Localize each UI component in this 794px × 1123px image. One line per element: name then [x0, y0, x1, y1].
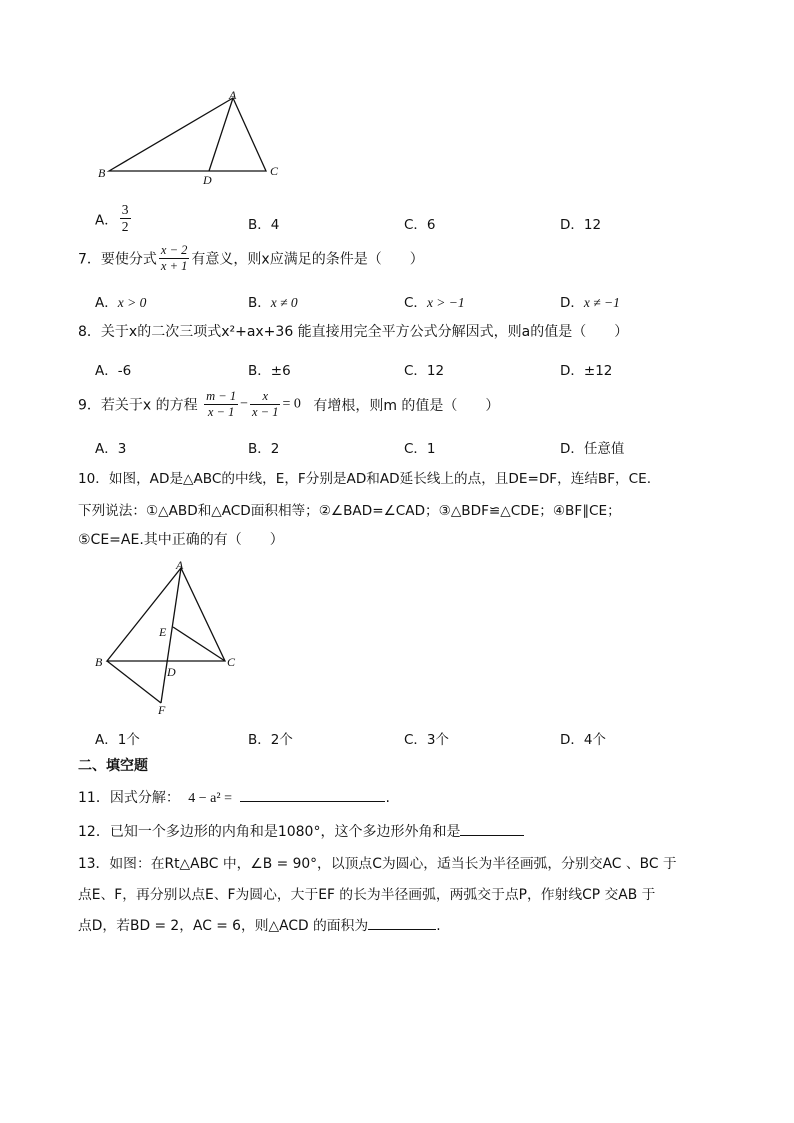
q6-a-numerator: 3: [120, 203, 131, 219]
q9-f2-denominator: x − 1: [251, 405, 279, 420]
q7-option-a-label: A．: [95, 295, 118, 311]
segment-ad-1: [209, 98, 233, 171]
fig2-label-e: E: [159, 625, 167, 639]
fig2-label-b: B: [95, 655, 103, 669]
q6-option-a: [95, 203, 133, 234]
q7-option-d-math: x ≠ −1: [583, 295, 620, 310]
q7-option-c-math: x > −1: [426, 295, 465, 310]
fig2-label-c: C: [227, 655, 236, 669]
q9-prefix: 9．若关于x 的方程: [78, 397, 198, 414]
q7-option-c-label: C．: [404, 295, 427, 311]
q9-option-d: D．任意值: [560, 441, 625, 457]
question-13-line-3: [78, 914, 441, 934]
q6-option-a-fraction: [120, 203, 131, 234]
question-13-line-1: 13．如图：在Rt△ABC 中，∠B = 90°，以顶点C为圆心，适当长为半径画弧，分别交AC 、BC 于: [78, 856, 677, 872]
triangle-figure-2: [95, 560, 255, 720]
q9-f1-numerator: m − 1: [204, 390, 238, 405]
question-10-line-3: ⑤CE=AE.其中正确的有（ ）: [78, 532, 284, 548]
fig1-label-b: B: [98, 166, 106, 180]
q9-fraction-2: [250, 390, 280, 419]
q12-text: 12．已知一个多边形的内角和是1080°，这个多边形外角和是: [78, 824, 461, 840]
question-8: 8．关于x的二次三项式x²+ax+36 能直接用完全平方公式分解因式，则a的值是（ ）: [78, 324, 629, 340]
q7-option-d-label: D．: [560, 295, 584, 311]
q9-option-a: A．3: [95, 441, 127, 457]
q9-fraction-1: [204, 390, 238, 419]
q9-f1-denominator: x − 1: [207, 405, 235, 420]
triangle-figure-1: [90, 86, 300, 191]
q7-suffix: 有意义，则x应满足的条件是（ ）: [191, 251, 424, 268]
q7-option-a: [95, 291, 146, 311]
q9-suffix: 有增根，则m 的值是（ ）: [313, 397, 500, 414]
q7-option-d: [560, 291, 620, 311]
question-12: [78, 821, 524, 841]
q6-option-c: C．6: [404, 217, 436, 233]
section-2-title: 二、填空题: [78, 758, 148, 774]
q7-option-a-math: x > 0: [117, 295, 147, 310]
q10-option-b: B．2个: [248, 732, 293, 748]
q7-denominator: x + 1: [160, 259, 188, 274]
q7-prefix: 7．要使分式: [78, 251, 157, 268]
q9-f2-numerator: x: [250, 390, 280, 405]
fig1-label-d: D: [203, 173, 212, 187]
q13-line-3-text: 点D，若BD = 2，AC = 6，则△ACD 的面积为: [78, 918, 369, 934]
fig2-label-a: A: [176, 558, 184, 572]
q8-option-d: D．±12: [560, 363, 613, 379]
triangle-abc-2: [107, 568, 225, 661]
fig1-label-c: C: [270, 164, 279, 178]
q9-option-c: C．1: [404, 441, 436, 457]
question-7: [78, 244, 424, 273]
q6-a-denominator: 2: [121, 219, 129, 235]
fig1-label-a: A: [229, 88, 237, 102]
q8-option-a: A．-6: [95, 363, 132, 379]
question-10-line-2: 下列说法：①△ABD和△ACD面积相等；②∠BAD=∠CAD；③△BDF≌△CDE；④BF∥CE；: [78, 503, 621, 519]
q6-option-b: B．4: [248, 217, 280, 233]
q6-option-a-label: A．: [95, 212, 118, 229]
q10-option-d: D．4个: [560, 732, 606, 748]
q7-option-b-math: x ≠ 0: [270, 295, 298, 310]
question-11: [78, 787, 390, 807]
q7-numerator: x − 2: [159, 244, 189, 259]
q11-prefix: 11．因式分解：: [78, 790, 180, 806]
q12-answer-blank[interactable]: [460, 834, 524, 836]
triangle-abc-1: [109, 98, 266, 171]
fig2-label-f: F: [158, 703, 166, 717]
question-13-line-2: 点E、F，再分别以点E、F为圆心，大于EF 的长为半径画弧，两弧交于点P，作射线CP 交AB 于: [78, 887, 656, 903]
q7-option-b-label: B．: [248, 295, 271, 311]
q11-period: .: [385, 790, 390, 806]
q7-fraction: [159, 244, 189, 273]
q7-option-b: [248, 291, 298, 311]
q8-option-c: C．12: [404, 363, 445, 379]
q11-expression: 4 − a² =: [188, 791, 232, 806]
q9-minus: −: [240, 396, 248, 412]
q10-option-a: A．1个: [95, 732, 140, 748]
fig2-label-d: D: [167, 665, 176, 679]
q13-period: .: [436, 918, 441, 934]
q9-equals: = 0: [282, 396, 301, 412]
q13-answer-blank[interactable]: [368, 928, 436, 930]
q8-option-b: B．±6: [248, 363, 291, 379]
q6-option-d: D．12: [560, 217, 602, 233]
question-9: [78, 390, 499, 419]
question-10-line-1: 10．如图，AD是△ABC的中线，E，F分别是AD和AD延长线上的点，且DE=DF，连结BF，CE.: [78, 471, 652, 487]
q9-option-b: B．2: [248, 441, 280, 457]
segment-bf: [107, 661, 161, 703]
q10-option-c: C．3个: [404, 732, 450, 748]
q7-option-c: [404, 291, 465, 311]
q11-answer-blank[interactable]: [240, 800, 385, 802]
